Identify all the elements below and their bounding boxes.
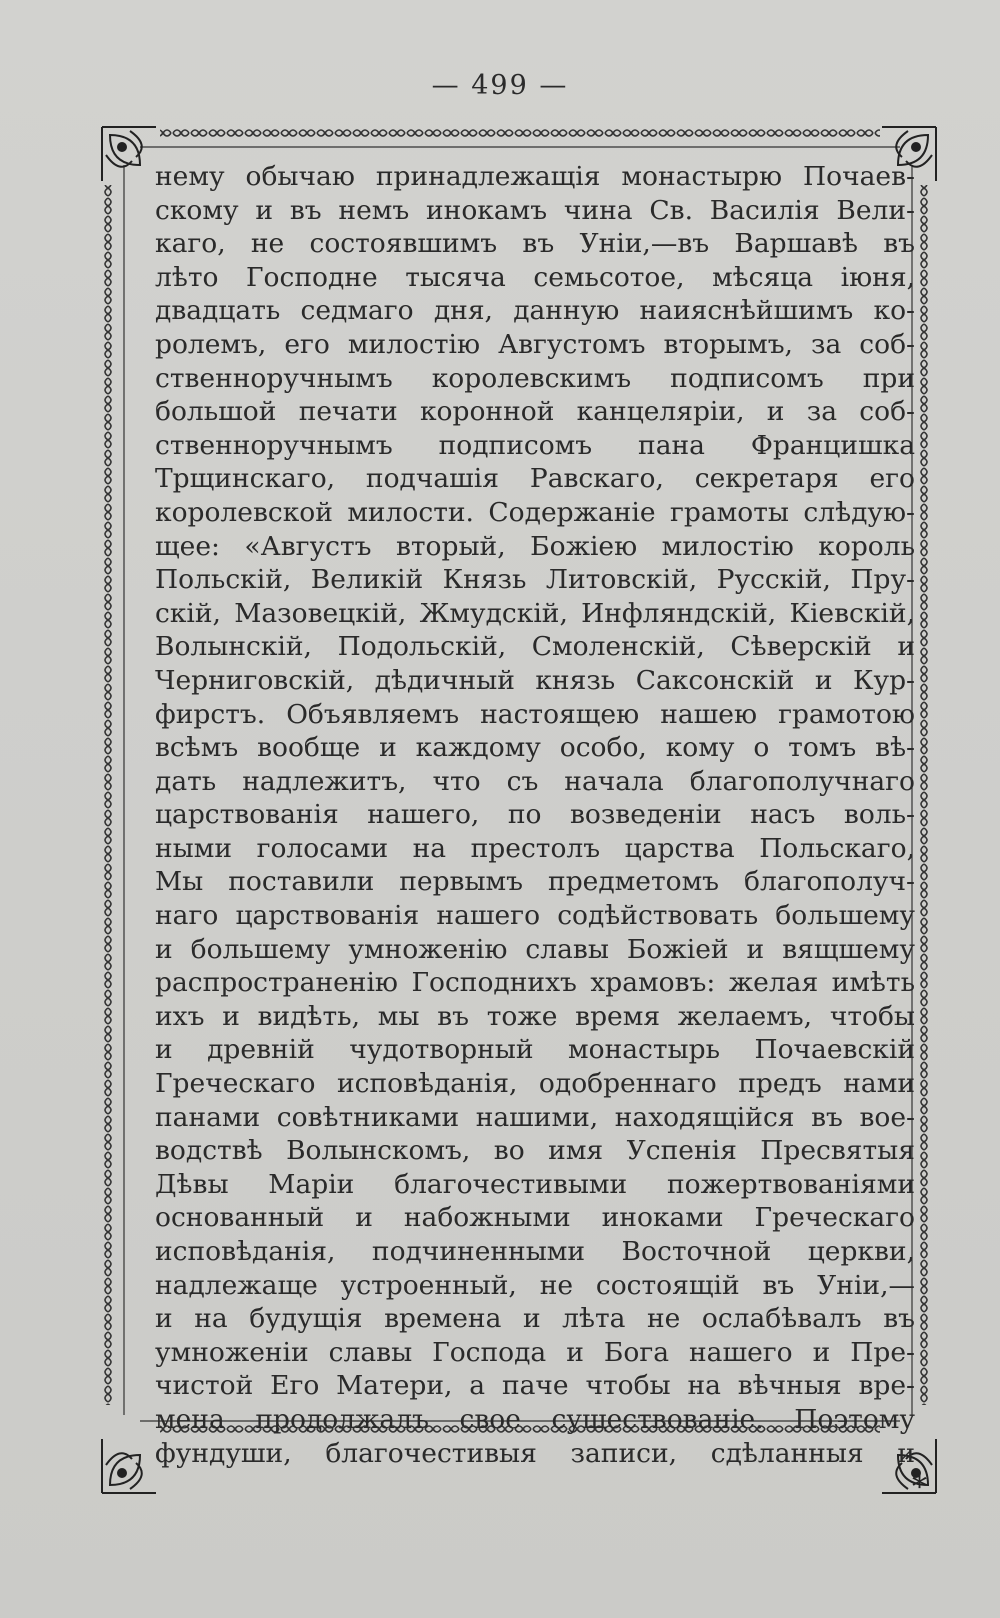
text-line: фирстъ. Объявляемъ настоящею нашею грамотою: [155, 698, 915, 730]
text-line: скому и въ немъ инокамъ чина Св. Василія Вели-: [155, 194, 915, 226]
text-line: Волынскій, Подольскій, Смоленскій, Сѣверскій и: [155, 631, 915, 663]
text-line: Мы поставили первымъ предметомъ благополуч-: [155, 866, 915, 898]
text-line: каго, не состоявшимъ въ Уніи,—въ Варшавѣ въ: [155, 228, 915, 260]
text-line: распространенію Господнихъ храмовъ: желая имѣть: [155, 967, 915, 999]
text-line: ными голосами на престолъ царства Польскаго,: [155, 832, 915, 864]
text-line: дать надлежитъ, что съ начала благополучнаго: [155, 765, 915, 797]
text-line: ственноручнымъ подписомъ пана Францишка: [155, 429, 915, 461]
page-number: — 499 —: [431, 70, 569, 101]
text-line: большой печати коронной канцеляріи, и за соб-: [155, 396, 915, 428]
text-line: Польскій, Великій Князь Литовскій, Русскій, Пру-: [155, 564, 915, 596]
text-line: щее: «Августъ вторый, Божіею милостію король: [155, 530, 915, 562]
text-line: умноженіи славы Господа и Бога нашего и Пре-: [155, 1336, 915, 1368]
text-line: водствѣ Волынскомъ, во имя Успенія Пресвятыя: [155, 1135, 915, 1167]
text-line: и древній чудотворный монастырь Почаевскій: [155, 1034, 915, 1066]
text-line: двадцать седмаго дня, данную наияснѣйшимъ ко-: [155, 295, 915, 327]
text-line: лѣто Господне тысяча семьсотое, мѣсяца іюня,: [155, 261, 915, 293]
text-line: королевской милости. Содержаніе грамоты слѣдую-: [155, 496, 915, 528]
text-line: надлежаще устроенный, не состоящій въ Уніи,—: [155, 1269, 915, 1301]
text-line: Греческаго исповѣданія, одобреннаго предъ нами: [155, 1068, 915, 1100]
text-line: ролемъ, его милостію Августомъ вторымъ, за соб-: [155, 328, 915, 360]
body-text: [155, 160, 915, 1469]
text-line: Трщинскаго, подчашія Равскаго, секретаря его: [155, 463, 915, 495]
text-line: ихъ и видѣть, мы въ тоже время желаемъ, чтобы: [155, 1000, 915, 1032]
text-line: царствованія нашего, по возведеніи насъ воль-: [155, 799, 915, 831]
text-line: и большему умноженію славы Божіей и вящшему: [155, 933, 915, 965]
text-line: наго царствованія нашего содѣйствовать большему: [155, 900, 915, 932]
text-line: ственноручнымъ королевскимъ подписомъ при: [155, 362, 915, 394]
text-line: чистой Его Матери, а паче чтобы на вѣчныя вре-: [155, 1370, 915, 1402]
text-line: скій, Мазовецкій, Жмудскій, Инфляндскій, Кіевскій,: [155, 597, 915, 629]
text-line: панами совѣтниками нашими, находящійся въ вое-: [155, 1101, 915, 1133]
text-line: Черниговскій, дѣдичный князь Саксонскій и Кур-: [155, 664, 915, 696]
text-line: Дѣвы Маріи благочестивыми пожертвованіями: [155, 1168, 915, 1200]
text-line: мена продолжалъ свое существованіе. Поэтому: [155, 1403, 915, 1435]
text-line: исповѣданія, подчиненными Восточной церкви,: [155, 1236, 915, 1267]
text-line: фундуши, благочестивыя записи, сдѣланныя и: [155, 1437, 915, 1469]
text-line: основанный и набожными иноками Греческаго: [155, 1202, 915, 1234]
text-line: и на будущія времена и лѣта не ослабѣвалъ въ: [155, 1303, 915, 1335]
text-line: нему обычаю принадлежащія монастырю Почаев-: [155, 161, 915, 192]
footer-asterisk: *: [912, 1470, 927, 1505]
text-line: всѣмъ вообще и каждому особо, кому о томъ вѣ-: [155, 732, 915, 764]
